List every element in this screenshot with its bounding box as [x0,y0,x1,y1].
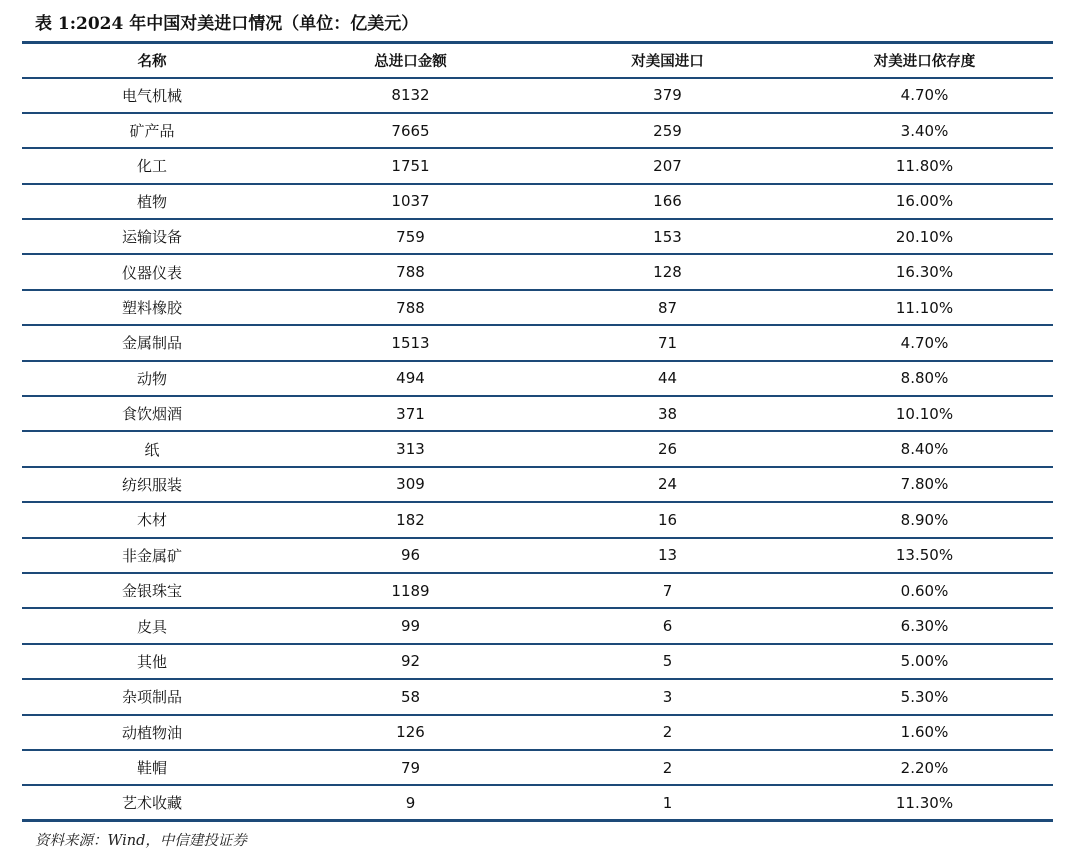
cell-name: 鞋帽 [136,759,167,778]
cell-us-imports: 166 [653,192,682,211]
cell-total-imports: 1037 [391,192,430,211]
cell-total-imports: 96 [400,546,421,565]
table-row [22,184,1053,219]
cell-us-imports: 13 [657,546,678,565]
cell-us-dependency: 11.80% [895,156,954,175]
cell-total-imports: 182 [396,510,425,529]
cell-name: 其他 [136,652,167,671]
cell-name: 木材 [136,511,167,530]
cell-total-imports: 99 [400,617,421,636]
cell-name: 纺织服装 [121,475,182,494]
cell-us-dependency: 13.50% [895,546,954,565]
cell-total-imports: 371 [396,404,425,423]
cell-us-imports: 128 [653,263,682,282]
cell-total-imports: 92 [400,652,421,671]
cell-us-imports: 379 [653,86,682,105]
cell-us-imports: 7 [662,581,673,600]
cell-name: 食饮烟酒 [121,405,182,424]
cell-us-dependency: 16.30% [895,263,954,282]
header-total-imports: 总进口金额 [374,53,447,70]
table-header-row [22,43,1053,78]
cell-name: 塑料橡胶 [121,299,182,318]
cell-us-dependency: 0.60% [900,581,949,600]
cell-us-imports: 1 [662,793,673,812]
cell-name: 金银珠宝 [121,582,182,601]
cell-us-imports: 38 [657,404,678,423]
cell-us-dependency: 3.40% [900,121,949,140]
cell-total-imports: 1751 [391,156,430,175]
cell-name: 化工 [136,157,167,176]
table-caption: 表 1:2024 年中国对美进口情况（单位：亿美元） [35,14,419,34]
table-row [22,608,1053,643]
cell-us-dependency: 8.40% [900,440,949,459]
source-note: 资料来源：Wind，中信建投证券 [35,833,247,849]
table-row [22,679,1053,714]
table-row [22,290,1053,325]
cell-name: 非金属矿 [121,546,182,565]
cell-us-dependency: 20.10% [895,227,954,246]
table-row [22,431,1053,466]
cell-total-imports: 1189 [391,581,430,600]
cell-us-dependency: 5.30% [900,687,949,706]
cell-name: 运输设备 [121,228,182,247]
cell-us-dependency: 5.00% [900,652,949,671]
cell-name: 纸 [144,440,160,459]
cell-total-imports: 58 [400,687,421,706]
cell-us-dependency: 11.10% [895,298,954,317]
cell-us-dependency: 6.30% [900,617,949,636]
table-row [22,538,1053,573]
header-us-imports: 对美国进口 [631,53,704,70]
cell-us-dependency: 10.10% [895,404,954,423]
cell-total-imports: 9 [405,793,416,812]
cell-name: 皮具 [136,617,167,636]
table-body [22,78,1053,821]
table-row [22,113,1053,148]
table-row [22,361,1053,396]
table-row [22,573,1053,608]
table-container [22,41,1053,822]
cell-total-imports: 788 [396,263,425,282]
cell-total-imports: 126 [396,723,425,742]
header-us-dependency: 对美进口依存度 [873,53,976,70]
import-table [22,41,1053,822]
table-row [22,148,1053,183]
cell-total-imports: 309 [396,475,425,494]
cell-name: 杂项制品 [121,688,182,707]
cell-name: 金属制品 [121,334,182,353]
cell-us-imports: 24 [657,475,678,494]
cell-us-imports: 2 [662,723,673,742]
cell-us-imports: 3 [662,687,673,706]
cell-us-imports: 44 [657,369,678,388]
cell-total-imports: 759 [396,227,425,246]
table-row [22,325,1053,360]
table-row [22,467,1053,502]
cell-us-dependency: 4.70% [900,333,949,352]
table-row [22,78,1053,113]
cell-us-imports: 153 [653,227,682,246]
cell-us-dependency: 11.30% [895,793,954,812]
cell-us-imports: 207 [653,156,682,175]
cell-us-imports: 16 [657,510,678,529]
cell-us-imports: 259 [653,121,682,140]
table-row [22,219,1053,254]
cell-name: 植物 [136,192,167,211]
cell-us-imports: 6 [662,617,673,636]
cell-us-dependency: 16.00% [895,192,954,211]
cell-us-imports: 26 [657,440,678,459]
cell-us-dependency: 8.80% [900,369,949,388]
cell-name: 电气机械 [121,86,182,105]
cell-total-imports: 1513 [391,333,430,352]
header-name: 名称 [137,53,167,70]
cell-total-imports: 313 [396,440,425,459]
cell-total-imports: 494 [396,369,425,388]
cell-us-dependency: 8.90% [900,510,949,529]
cell-us-imports: 5 [662,652,673,671]
table-row [22,715,1053,750]
cell-name: 艺术收藏 [121,794,182,813]
table-row [22,396,1053,431]
cell-us-dependency: 7.80% [900,475,949,494]
cell-total-imports: 788 [396,298,425,317]
cell-us-imports: 2 [662,758,673,777]
table-row [22,254,1053,289]
cell-total-imports: 8132 [391,86,430,105]
cell-total-imports: 79 [400,758,421,777]
cell-us-dependency: 1.60% [900,723,949,742]
cell-name: 仪器仪表 [121,263,182,282]
table-row [22,785,1053,820]
table-row [22,502,1053,537]
table-row [22,750,1053,785]
cell-us-imports: 71 [657,333,678,352]
cell-total-imports: 7665 [391,121,430,140]
cell-us-dependency: 4.70% [900,86,949,105]
cell-name: 动植物油 [121,723,182,742]
cell-name: 动物 [136,369,167,388]
cell-us-imports: 87 [657,298,678,317]
cell-us-dependency: 2.20% [900,758,949,777]
cell-name: 矿产品 [129,122,175,141]
table-row [22,644,1053,679]
